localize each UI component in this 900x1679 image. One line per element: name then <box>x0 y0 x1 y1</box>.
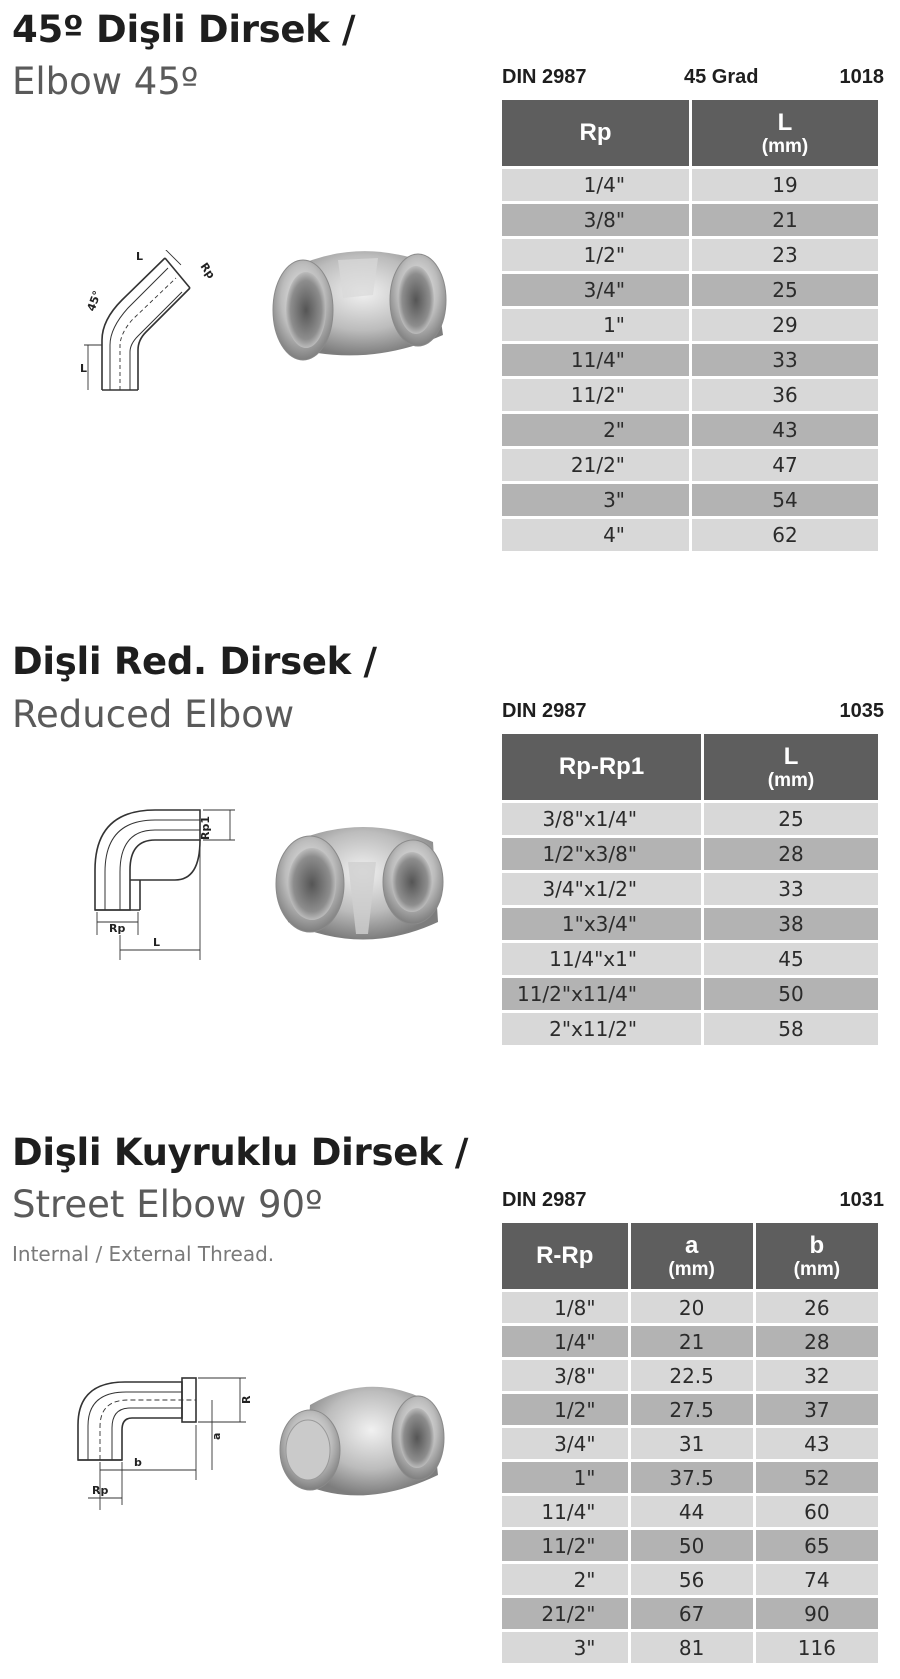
svg-text:L: L <box>80 362 88 375</box>
table-row: 1/2"x3/8" 28 <box>502 838 878 870</box>
table-row: 11/2" 50 65 <box>502 1530 878 1561</box>
table-row: 2"x11/2" 58 <box>502 1013 878 1045</box>
technical-drawing-elbow-45 <box>80 250 250 410</box>
spec-code: 1018 <box>839 66 884 88</box>
section-title-en: Reduced Elbow <box>12 693 295 736</box>
table-row: 11/2"x11/4" 50 <box>502 978 878 1010</box>
svg-text:45°: 45° <box>84 289 104 314</box>
section-note: Internal / External Thread. <box>12 1242 275 1266</box>
table-row: 1/4" 19 <box>502 169 878 201</box>
product-photo-elbow-45 <box>268 240 453 380</box>
svg-text:Rp: Rp <box>92 1484 109 1497</box>
spec-line <box>502 1189 884 1215</box>
size-table <box>499 731 881 1048</box>
technical-drawing-reduced-elbow <box>85 800 245 970</box>
table-row: 1" 37.5 52 <box>502 1462 878 1493</box>
table-row: 3" 81 116 <box>502 1632 878 1663</box>
table-row: 11/4" 44 60 <box>502 1496 878 1527</box>
svg-text:L: L <box>153 936 161 949</box>
spec-line <box>502 66 884 92</box>
table-row: 3/8" 21 <box>502 204 878 236</box>
technical-drawing-street-elbow <box>70 1370 270 1520</box>
column-header-l: L (mm) <box>704 734 878 800</box>
table-row: 11/4"x1" 45 <box>502 943 878 975</box>
product-photo-reduced-elbow <box>268 822 453 952</box>
table-row: 21/2" 47 <box>502 449 878 481</box>
table-row: 21/2" 67 90 <box>502 1598 878 1629</box>
product-photo-street-elbow <box>270 1380 455 1510</box>
spec-code: 1035 <box>839 700 884 722</box>
column-header-b: b (mm) <box>756 1223 878 1289</box>
section-title-en: Elbow 45º <box>12 60 199 103</box>
column-header-l: L (mm) <box>692 100 878 166</box>
svg-text:R: R <box>240 1395 253 1404</box>
table-row: 11/2" 36 <box>502 379 878 411</box>
svg-text:Rp1: Rp1 <box>199 816 212 840</box>
section-title-tr: Dişli Kuyruklu Dirsek / <box>12 1131 469 1174</box>
table-row: 3" 54 <box>502 484 878 516</box>
svg-text:L: L <box>136 250 144 263</box>
column-header-a: a (mm) <box>631 1223 753 1289</box>
table-row: 3/8" 22.5 32 <box>502 1360 878 1391</box>
svg-text:Rp: Rp <box>109 922 126 935</box>
table-row: 3/4"x1/2" 33 <box>502 873 878 905</box>
table-row: 3/8"x1/4" 25 <box>502 803 878 835</box>
spec-standard: DIN 2987 <box>502 700 587 722</box>
column-header-r-rp: R-Rp <box>502 1223 628 1289</box>
size-table <box>499 1220 881 1666</box>
section-title-tr: Dişli Red. Dirsek / <box>12 640 377 683</box>
svg-text:b: b <box>134 1456 142 1469</box>
table-row: 1"x3/4" 38 <box>502 908 878 940</box>
spec-angle: 45 Grad <box>684 66 759 88</box>
table-row: 1/2" 27.5 37 <box>502 1394 878 1425</box>
section-title-tr: 45º Dişli Dirsek / <box>12 8 356 51</box>
spec-standard: DIN 2987 <box>502 1189 587 1211</box>
svg-text:Rp: Rp <box>197 260 218 282</box>
spec-code: 1031 <box>839 1189 884 1211</box>
column-header-rp-rp1: Rp-Rp1 <box>502 734 701 800</box>
size-table <box>499 97 881 554</box>
table-row: 11/4" 33 <box>502 344 878 376</box>
spec-line <box>502 700 884 726</box>
table-row: 1" 29 <box>502 309 878 341</box>
table-row: 2" 56 74 <box>502 1564 878 1595</box>
section-title-en: Street Elbow 90º <box>12 1183 323 1226</box>
table-row: 2" 43 <box>502 414 878 446</box>
table-row: 1/2" 23 <box>502 239 878 271</box>
table-row: 3/4" 31 43 <box>502 1428 878 1459</box>
table-row: 1/8" 20 26 <box>502 1292 878 1323</box>
column-header-rp: Rp <box>502 100 689 166</box>
spec-standard: DIN 2987 <box>502 66 587 88</box>
table-row: 3/4" 25 <box>502 274 878 306</box>
table-row: 1/4" 21 28 <box>502 1326 878 1357</box>
svg-text:a: a <box>210 1432 223 1440</box>
table-row: 4" 62 <box>502 519 878 551</box>
